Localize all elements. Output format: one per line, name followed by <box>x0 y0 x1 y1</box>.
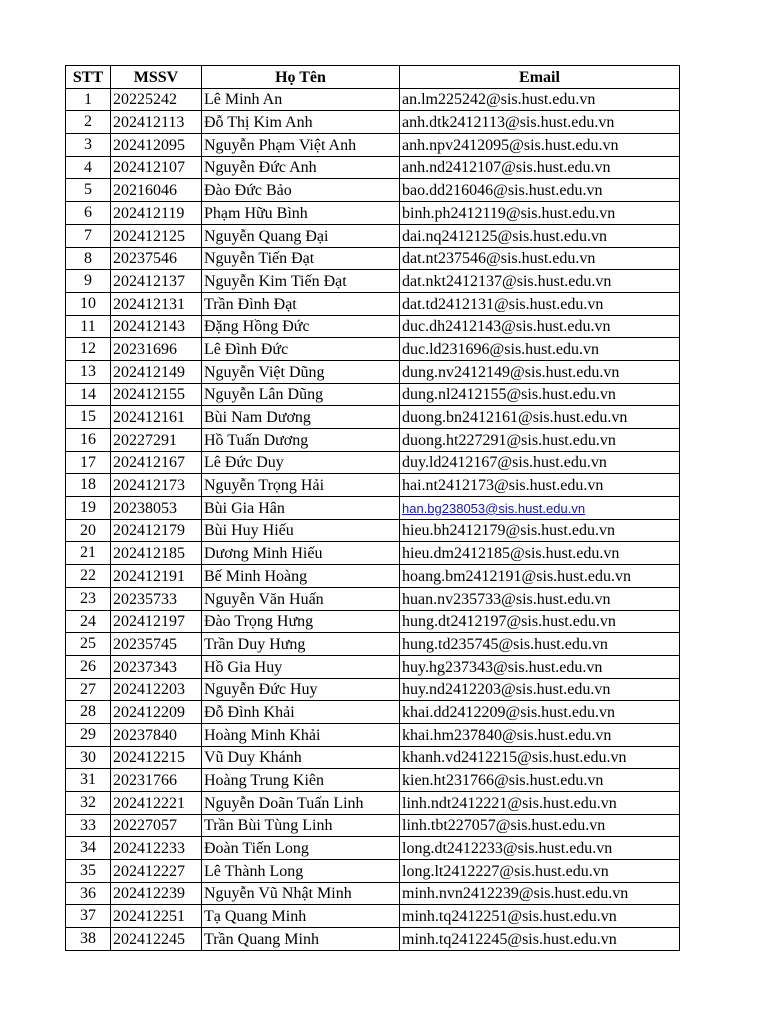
row-email-cell: hoang.bm2412191@sis.hust.edu.vn <box>400 565 680 588</box>
row-mssv-cell: 202412125 <box>111 224 202 247</box>
row-mssv-cell: 202412131 <box>111 292 202 315</box>
row-name-cell: Đặng Hồng Đức <box>202 315 400 338</box>
row-mssv-cell: 202412167 <box>111 451 202 474</box>
header-email: Email <box>400 66 680 89</box>
row-mssv-cell: 20237840 <box>111 723 202 746</box>
row-stt-cell: 35 <box>66 860 111 883</box>
row-mssv-cell: 202412251 <box>111 905 202 928</box>
row-email-cell: dai.nq2412125@sis.hust.edu.vn <box>400 224 680 247</box>
row-name-cell: Hoàng Minh Khải <box>202 723 400 746</box>
row-mssv-cell: 202412227 <box>111 860 202 883</box>
row-name-cell: Nguyễn Việt Dũng <box>202 360 400 383</box>
row-mssv-cell: 202412119 <box>111 202 202 225</box>
table-row <box>66 360 680 383</box>
row-name-cell: Trần Đình Đạt <box>202 292 400 315</box>
row-stt-cell: 19 <box>66 497 111 520</box>
row-name-cell: Đỗ Thị Kim Anh <box>202 111 400 134</box>
row-name-cell: Lê Minh An <box>202 88 400 111</box>
row-stt-cell: 38 <box>66 928 111 951</box>
table-row <box>66 882 680 905</box>
row-mssv-cell: 202412197 <box>111 610 202 633</box>
row-stt-cell: 28 <box>66 701 111 724</box>
row-mssv-cell: 20238053 <box>111 497 202 520</box>
row-email-cell: khai.dd2412209@sis.hust.edu.vn <box>400 701 680 724</box>
row-name-cell: Vũ Duy Khánh <box>202 746 400 769</box>
row-stt-cell: 10 <box>66 292 111 315</box>
row-name-cell: Hoàng Trung Kiên <box>202 769 400 792</box>
row-name-cell: Đỗ Đình Khải <box>202 701 400 724</box>
row-stt-cell: 6 <box>66 202 111 225</box>
row-mssv-cell: 20225242 <box>111 88 202 111</box>
row-email-cell: linh.tbt227057@sis.hust.edu.vn <box>400 814 680 837</box>
row-name-cell: Trần Bùi Tùng Linh <box>202 814 400 837</box>
table-row <box>66 519 680 542</box>
row-email-cell: duong.ht227291@sis.hust.edu.vn <box>400 429 680 452</box>
table-row <box>66 565 680 588</box>
row-mssv-cell: 20235745 <box>111 633 202 656</box>
table-row <box>66 338 680 361</box>
table-row <box>66 610 680 633</box>
row-stt-cell: 9 <box>66 270 111 293</box>
row-stt-cell: 7 <box>66 224 111 247</box>
row-email-cell: kien.ht231766@sis.hust.edu.vn <box>400 769 680 792</box>
row-mssv-cell: 20227291 <box>111 429 202 452</box>
table-row <box>66 928 680 951</box>
table-row <box>66 497 680 520</box>
row-mssv-cell: 20216046 <box>111 179 202 202</box>
row-stt-cell: 22 <box>66 565 111 588</box>
table-row <box>66 315 680 338</box>
row-stt-cell: 13 <box>66 360 111 383</box>
row-stt-cell: 37 <box>66 905 111 928</box>
row-name-cell: Lê Thành Long <box>202 860 400 883</box>
table-row <box>66 429 680 452</box>
table-row <box>66 88 680 111</box>
table-row <box>66 678 680 701</box>
row-mssv-cell: 202412215 <box>111 746 202 769</box>
table-header-row <box>66 66 680 89</box>
row-email-cell: huy.nd2412203@sis.hust.edu.vn <box>400 678 680 701</box>
row-mssv-cell: 20231766 <box>111 769 202 792</box>
row-name-cell: Trần Quang Minh <box>202 928 400 951</box>
student-roster-table <box>65 65 680 951</box>
row-email-cell: dat.nt237546@sis.hust.edu.vn <box>400 247 680 270</box>
row-name-cell: Nguyễn Vũ Nhật Minh <box>202 882 400 905</box>
row-mssv-cell: 20231696 <box>111 338 202 361</box>
row-mssv-cell: 202412179 <box>111 519 202 542</box>
table-row <box>66 292 680 315</box>
row-stt-cell: 30 <box>66 746 111 769</box>
row-name-cell: Nguyễn Văn Huấn <box>202 587 400 610</box>
table-row <box>66 723 680 746</box>
header-name: Họ Tên <box>202 66 400 89</box>
row-email-cell: hieu.bh2412179@sis.hust.edu.vn <box>400 519 680 542</box>
header-stt: STT <box>66 66 111 89</box>
row-name-cell: Nguyễn Phạm Việt Anh <box>202 134 400 157</box>
row-email-cell: dat.nkt2412137@sis.hust.edu.vn <box>400 270 680 293</box>
row-name-cell: Bùi Nam Dương <box>202 406 400 429</box>
row-email-cell: dat.td2412131@sis.hust.edu.vn <box>400 292 680 315</box>
table-row <box>66 814 680 837</box>
table-row <box>66 746 680 769</box>
row-mssv-cell: 202412239 <box>111 882 202 905</box>
table-row <box>66 837 680 860</box>
row-stt-cell: 17 <box>66 451 111 474</box>
row-name-cell: Phạm Hữu Bình <box>202 202 400 225</box>
table-row <box>66 247 680 270</box>
row-stt-cell: 4 <box>66 156 111 179</box>
row-stt-cell: 16 <box>66 429 111 452</box>
table-row <box>66 134 680 157</box>
row-mssv-cell: 202412173 <box>111 474 202 497</box>
row-mssv-cell: 202412161 <box>111 406 202 429</box>
row-stt-cell: 15 <box>66 406 111 429</box>
row-name-cell: Lê Đình Đức <box>202 338 400 361</box>
row-email-cell: an.lm225242@sis.hust.edu.vn <box>400 88 680 111</box>
table-row <box>66 769 680 792</box>
table-row <box>66 179 680 202</box>
table-row <box>66 202 680 225</box>
row-name-cell: Nguyễn Đức Huy <box>202 678 400 701</box>
row-name-cell: Nguyễn Kim Tiến Đạt <box>202 270 400 293</box>
row-stt-cell: 25 <box>66 633 111 656</box>
row-mssv-cell: 202412209 <box>111 701 202 724</box>
row-email-cell: duc.ld231696@sis.hust.edu.vn <box>400 338 680 361</box>
row-name-cell: Bế Minh Hoàng <box>202 565 400 588</box>
row-mssv-cell: 20227057 <box>111 814 202 837</box>
row-stt-cell: 20 <box>66 519 111 542</box>
row-email-cell: duc.dh2412143@sis.hust.edu.vn <box>400 315 680 338</box>
row-stt-cell: 32 <box>66 792 111 815</box>
table-row <box>66 792 680 815</box>
row-stt-cell: 33 <box>66 814 111 837</box>
row-mssv-cell: 20237343 <box>111 655 202 678</box>
table-row <box>66 905 680 928</box>
row-mssv-cell: 202412155 <box>111 383 202 406</box>
row-email-cell: khai.hm237840@sis.hust.edu.vn <box>400 723 680 746</box>
row-name-cell: Nguyễn Tiến Đạt <box>202 247 400 270</box>
row-stt-cell: 8 <box>66 247 111 270</box>
row-stt-cell: 2 <box>66 111 111 134</box>
row-mssv-cell: 20237546 <box>111 247 202 270</box>
row-email-cell: dung.nl2412155@sis.hust.edu.vn <box>400 383 680 406</box>
table-row <box>66 542 680 565</box>
row-email-cell: long.dt2412233@sis.hust.edu.vn <box>400 837 680 860</box>
row-email-cell: hung.td235745@sis.hust.edu.vn <box>400 633 680 656</box>
row-stt-cell: 5 <box>66 179 111 202</box>
row-stt-cell: 31 <box>66 769 111 792</box>
row-email-cell: bao.dd216046@sis.hust.edu.vn <box>400 179 680 202</box>
row-email-cell: binh.ph2412119@sis.hust.edu.vn <box>400 202 680 225</box>
table-row <box>66 474 680 497</box>
header-mssv: MSSV <box>111 66 202 89</box>
row-email-cell: anh.dtk2412113@sis.hust.edu.vn <box>400 111 680 134</box>
row-stt-cell: 21 <box>66 542 111 565</box>
row-mssv-cell: 202412245 <box>111 928 202 951</box>
table-row <box>66 383 680 406</box>
row-stt-cell: 27 <box>66 678 111 701</box>
row-email-cell: huy.hg237343@sis.hust.edu.vn <box>400 655 680 678</box>
row-stt-cell: 14 <box>66 383 111 406</box>
table-row <box>66 270 680 293</box>
row-email-cell: hieu.dm2412185@sis.hust.edu.vn <box>400 542 680 565</box>
row-email-cell: minh.nvn2412239@sis.hust.edu.vn <box>400 882 680 905</box>
row-email-cell: long.lt2412227@sis.hust.edu.vn <box>400 860 680 883</box>
row-name-cell: Hồ Tuấn Dương <box>202 429 400 452</box>
row-stt-cell: 23 <box>66 587 111 610</box>
table-row <box>66 655 680 678</box>
table-row <box>66 156 680 179</box>
table-row <box>66 406 680 429</box>
row-name-cell: Nguyễn Đức Anh <box>202 156 400 179</box>
row-stt-cell: 24 <box>66 610 111 633</box>
row-mssv-cell: 202412191 <box>111 565 202 588</box>
row-stt-cell: 29 <box>66 723 111 746</box>
row-name-cell: Tạ Quang Minh <box>202 905 400 928</box>
row-email-cell: anh.npv2412095@sis.hust.edu.vn <box>400 134 680 157</box>
row-stt-cell: 1 <box>66 88 111 111</box>
row-email-cell: huan.nv235733@sis.hust.edu.vn <box>400 587 680 610</box>
row-mssv-cell: 202412143 <box>111 315 202 338</box>
row-name-cell: Đào Đức Bảo <box>202 179 400 202</box>
row-mssv-cell: 202412203 <box>111 678 202 701</box>
row-mssv-cell: 20235733 <box>111 587 202 610</box>
row-name-cell: Đoàn Tiến Long <box>202 837 400 860</box>
row-email-cell: anh.nd2412107@sis.hust.edu.vn <box>400 156 680 179</box>
row-mssv-cell: 202412113 <box>111 111 202 134</box>
row-email-cell: minh.tq2412245@sis.hust.edu.vn <box>400 928 680 951</box>
table-row <box>66 701 680 724</box>
row-name-cell: Trần Duy Hưng <box>202 633 400 656</box>
table-row <box>66 111 680 134</box>
row-name-cell: Nguyễn Lân Dũng <box>202 383 400 406</box>
row-name-cell: Bùi Gia Hân <box>202 497 400 520</box>
row-email-cell: linh.ndt2412221@sis.hust.edu.vn <box>400 792 680 815</box>
row-mssv-cell: 202412221 <box>111 792 202 815</box>
row-email-link[interactable]: han.bg238053@sis.hust.edu.vn <box>400 497 680 520</box>
row-mssv-cell: 202412095 <box>111 134 202 157</box>
row-stt-cell: 3 <box>66 134 111 157</box>
table-row <box>66 451 680 474</box>
row-email-cell: hai.nt2412173@sis.hust.edu.vn <box>400 474 680 497</box>
table-row <box>66 587 680 610</box>
row-name-cell: Lê Đức Duy <box>202 451 400 474</box>
row-name-cell: Nguyễn Doãn Tuấn Linh <box>202 792 400 815</box>
row-mssv-cell: 202412233 <box>111 837 202 860</box>
row-name-cell: Nguyễn Trọng Hải <box>202 474 400 497</box>
row-email-cell: hung.dt2412197@sis.hust.edu.vn <box>400 610 680 633</box>
row-stt-cell: 18 <box>66 474 111 497</box>
row-stt-cell: 12 <box>66 338 111 361</box>
row-email-cell: khanh.vd2412215@sis.hust.edu.vn <box>400 746 680 769</box>
row-name-cell: Bùi Huy Hiếu <box>202 519 400 542</box>
row-mssv-cell: 202412107 <box>111 156 202 179</box>
row-stt-cell: 36 <box>66 882 111 905</box>
row-email-cell: dung.nv2412149@sis.hust.edu.vn <box>400 360 680 383</box>
row-email-cell: minh.tq2412251@sis.hust.edu.vn <box>400 905 680 928</box>
row-name-cell: Nguyễn Quang Đại <box>202 224 400 247</box>
row-email-cell: duong.bn2412161@sis.hust.edu.vn <box>400 406 680 429</box>
row-name-cell: Đào Trọng Hưng <box>202 610 400 633</box>
row-stt-cell: 26 <box>66 655 111 678</box>
row-mssv-cell: 202412137 <box>111 270 202 293</box>
table-body <box>66 88 680 950</box>
row-name-cell: Hồ Gia Huy <box>202 655 400 678</box>
row-name-cell: Dương Minh Hiếu <box>202 542 400 565</box>
table-row <box>66 633 680 656</box>
row-mssv-cell: 202412185 <box>111 542 202 565</box>
row-mssv-cell: 202412149 <box>111 360 202 383</box>
table-row <box>66 224 680 247</box>
table-row <box>66 860 680 883</box>
row-stt-cell: 34 <box>66 837 111 860</box>
row-email-cell: duy.ld2412167@sis.hust.edu.vn <box>400 451 680 474</box>
row-stt-cell: 11 <box>66 315 111 338</box>
